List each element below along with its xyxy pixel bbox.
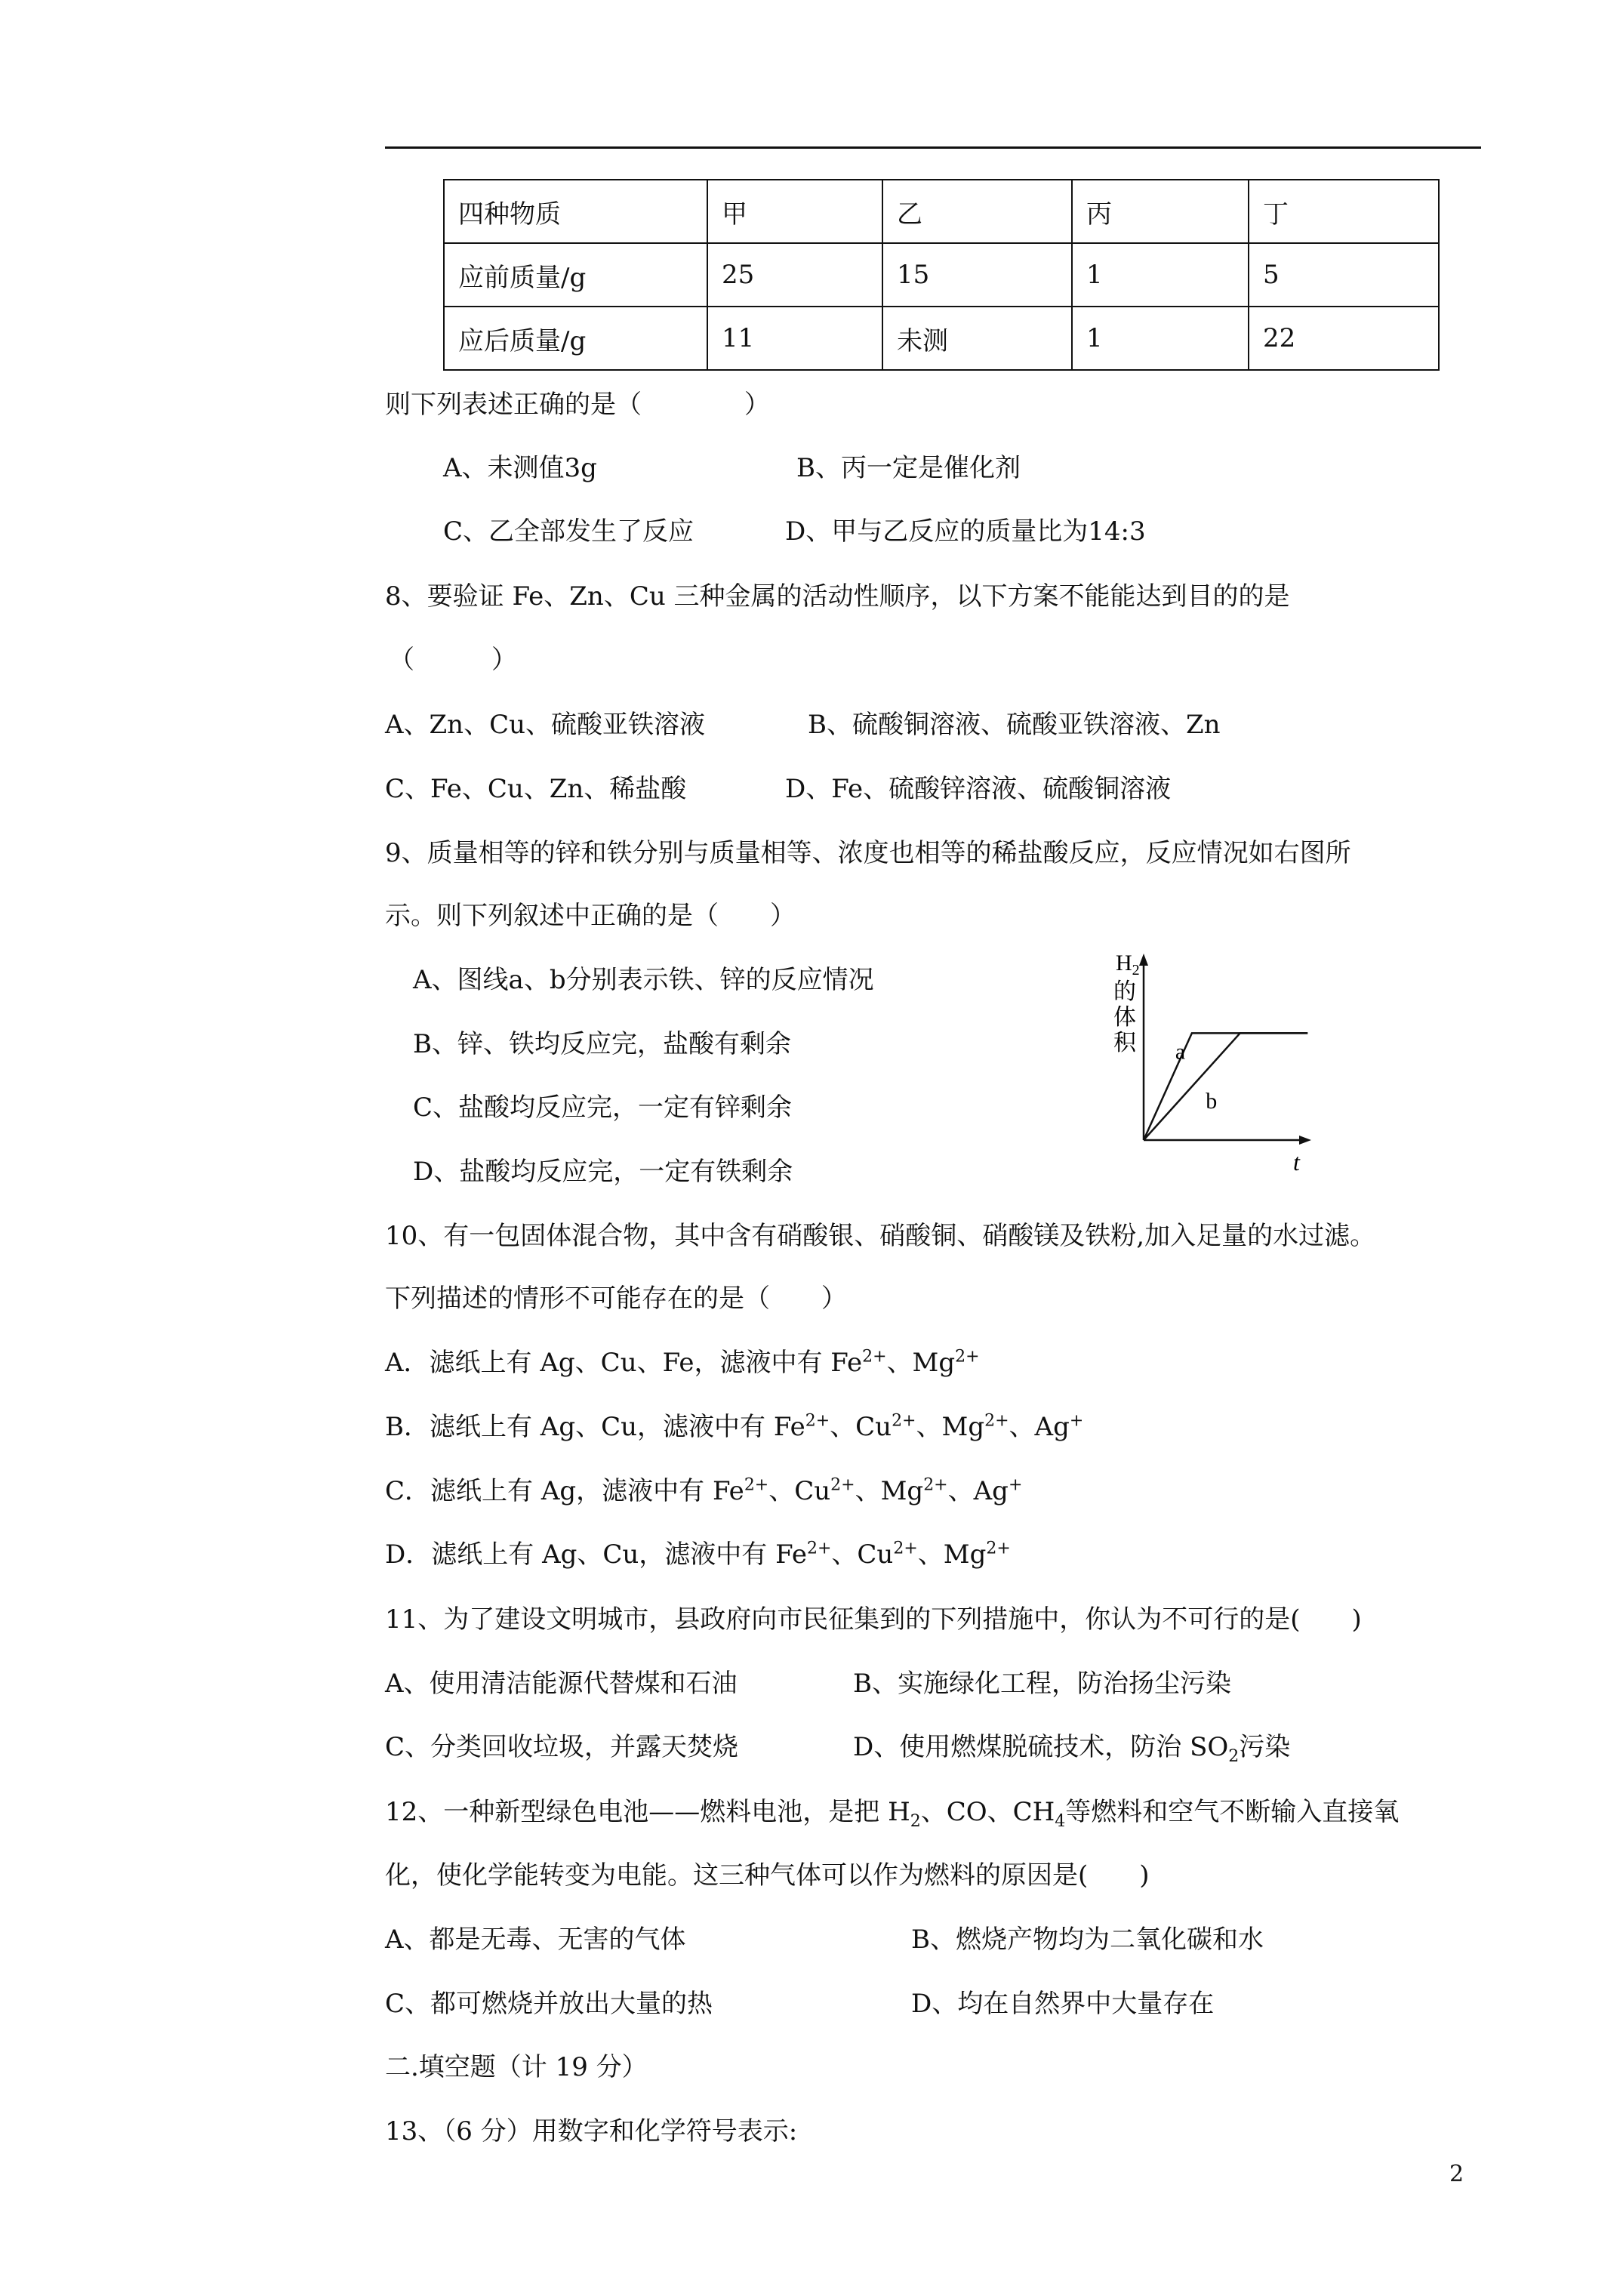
subscript: 4: [1055, 1811, 1066, 1831]
q8-option-a: A、Zn、Cu、硫酸亚铁溶液: [385, 710, 705, 740]
ion-charge: +: [1069, 1411, 1084, 1431]
ion-charge: 2+: [893, 1539, 918, 1558]
table-cell: 15: [882, 243, 1072, 307]
table-cell: 应后质量/g: [444, 307, 707, 370]
q10-stem: 10、有一包固体混合物，其中含有硝酸银、硝酸铜、硝酸镁及铁粉,加入足量的水过滤。: [385, 1221, 1376, 1251]
table-row: [444, 307, 1439, 370]
q11-option-d-text-end: 污染: [1239, 1732, 1291, 1762]
q12-stem-cont: 化，使化学能转变为电能。这三种气体可以作为燃料的原因是( ): [385, 1860, 1150, 1891]
q9-option-a: A、图线a、b分别表示铁、锌的反应情况: [413, 965, 874, 995]
x-axis-arrow: [1299, 1136, 1311, 1145]
q11-option-a: A、使用清洁能源代替煤和石油: [385, 1669, 738, 1699]
table-cell: 22: [1249, 307, 1439, 370]
ion-symbol: Fe: [830, 1348, 863, 1378]
ion-symbol: 、Ag: [1009, 1412, 1070, 1442]
q10-option-b-ions: [774, 1412, 1083, 1442]
table-cell: 5: [1249, 243, 1439, 307]
q9-stem-cont: 示。则下列叙述中正确的是（ ）: [385, 901, 796, 931]
q10-option-a-ions: [830, 1348, 979, 1378]
q10-option-d-text: D．滤纸上有 Ag、Cu，滤液中有: [385, 1539, 776, 1570]
page-number: 2: [1449, 2161, 1464, 2187]
table-row: [444, 243, 1439, 307]
q11-option-d-text: D、使用燃煤脱硫技术，防治 SO: [853, 1732, 1229, 1762]
q12-option-d: D、均在自然界中大量存在: [911, 1989, 1215, 2019]
table-cell: 乙: [882, 180, 1072, 243]
q10-option-b-text: B．滤纸上有 Ag、Cu，滤液中有: [385, 1412, 774, 1442]
subscript: 2: [910, 1811, 921, 1831]
q8-stem: 8、要验证 Fe、Zn、Cu 三种金属的活动性顺序，以下方案不能能达到目的的是: [385, 581, 1290, 612]
q12-stem-part: 、CO、CH: [920, 1797, 1055, 1827]
q13-stem: 13、（6 分）用数字和化学符号表示:: [385, 2116, 798, 2147]
ion-symbol: Fe: [773, 1412, 805, 1442]
q10-option-c: [385, 1476, 1022, 1506]
table-cell: 四种物质: [444, 180, 707, 243]
ion-charge: 2+: [806, 1539, 832, 1558]
y-axis-label-char: 积: [1113, 1031, 1136, 1056]
ion-charge: 2+: [892, 1411, 916, 1431]
y-axis-label-char: 的: [1113, 979, 1136, 1004]
q10-option-d-ions: [775, 1539, 1011, 1570]
table-cell: 丙: [1072, 180, 1249, 243]
q7-stem: 则下列表述正确的是（ ）: [385, 390, 770, 420]
q7-option-a: A、未测值3g: [443, 453, 597, 483]
ion-symbol: 、Cu: [830, 1412, 892, 1442]
q9-stem: 9、质量相等的锌和铁分别与质量相等、浓度也相等的稀盐酸反应，反应情况如右图所: [385, 838, 1351, 868]
q10-option-a-text: A．滤纸上有 Ag、Cu、Fe，滤液中有: [385, 1348, 831, 1378]
q12-option-b: B、燃烧产物均为二氧化碳和水: [911, 1925, 1264, 1955]
ion-charge: 2+: [744, 1475, 769, 1495]
x-axis-label: t: [1293, 1148, 1300, 1174]
ion-symbol: 、Cu: [768, 1476, 831, 1506]
mass-table: [443, 179, 1440, 371]
table-cell: 丁: [1249, 180, 1439, 243]
q10-option-c-text: C．滤纸上有 Ag，滤液中有: [385, 1476, 713, 1506]
q8-blank: （ ）: [389, 645, 517, 675]
q11-option-d: [853, 1732, 1291, 1766]
q10-stem-cont: 下列描述的情形不可能存在的是（ ）: [385, 1284, 847, 1314]
ion-charge: 2+: [805, 1411, 830, 1431]
q12-stem-part: 12、一种新型绿色电池——燃料电池，是把 H: [385, 1797, 910, 1827]
ion-symbol: 、Mg: [917, 1539, 987, 1570]
ion-charge: 2+: [830, 1475, 855, 1495]
y-axis-arrow: [1139, 954, 1148, 966]
q8-option-c: C、Fe、Cu、Zn、稀盐酸: [385, 774, 687, 804]
series-label-b: b: [1206, 1089, 1218, 1114]
section-heading: 二.填空题（计 19 分）: [385, 2052, 648, 2082]
table-cell: 1: [1072, 243, 1249, 307]
y-axis-label-formula: $H_2$: [1116, 951, 1140, 978]
table-cell: 11: [707, 307, 882, 370]
table-cell: 25: [707, 243, 882, 307]
q11-option-b: B、实施绿化工程，防治扬尘污染: [853, 1669, 1231, 1699]
ion-symbol: 、Mg: [886, 1348, 956, 1378]
q12-option-a: A、都是无毒、无害的气体: [385, 1925, 686, 1955]
q11-option-c: C、分类回收垃圾，并露天焚烧: [385, 1732, 739, 1762]
hydrogen-volume-chart: [1098, 948, 1325, 1174]
table-cell: 1: [1072, 307, 1249, 370]
q10-option-c-ions: [713, 1476, 1022, 1506]
q8-option-b: B、硫酸铜溶液、硫酸亚铁溶液、Zn: [808, 710, 1221, 740]
q9-option-c: C、盐酸均反应完，一定有锌剩余: [413, 1093, 793, 1123]
ion-symbol: 、Mg: [916, 1412, 985, 1442]
ion-symbol: 、Mg: [855, 1476, 924, 1506]
ion-charge: 2+: [955, 1347, 980, 1367]
q12-stem-part: 等燃料和空气不断输入直接氧: [1065, 1797, 1400, 1827]
q7-option-c: C、乙全部发生了反应: [443, 516, 694, 547]
table-row: [444, 180, 1439, 243]
header-rule: [385, 146, 1481, 149]
q12-stem: [385, 1797, 1400, 1831]
table-cell: 未测: [882, 307, 1072, 370]
ion-symbol: 、Ag: [947, 1476, 1009, 1506]
ion-charge: 2+: [984, 1411, 1009, 1431]
q10-option-b: [385, 1412, 1083, 1442]
q9-option-d: D、盐酸均反应完，一定有铁剩余: [413, 1157, 793, 1187]
q7-option-b: B、丙一定是催化剂: [796, 453, 1021, 483]
q11-stem: 11、为了建设文明城市，县政府向市民征集到的下列措施中，你认为不可行的是( ): [385, 1604, 1362, 1635]
y-axis-label-char: 体: [1113, 1005, 1136, 1030]
q10-option-a: [385, 1348, 980, 1378]
q8-option-d: D、Fe、硫酸锌溶液、硫酸铜溶液: [785, 774, 1172, 804]
ion-charge: 2+: [862, 1347, 887, 1367]
ion-charge: 2+: [986, 1539, 1011, 1558]
q12-option-c: C、都可燃烧并放出大量的热: [385, 1989, 713, 2019]
ion-symbol: 、Cu: [831, 1539, 894, 1570]
q7-option-d: D、甲与乙反应的质量比为14:3: [785, 516, 1146, 547]
ion-symbol: Fe: [712, 1476, 744, 1506]
ion-symbol: Fe: [775, 1539, 807, 1570]
q10-option-d: [385, 1539, 1011, 1570]
table-cell: 应前质量/g: [444, 243, 707, 307]
table-cell: 甲: [707, 180, 882, 243]
ion-charge: +: [1008, 1475, 1023, 1495]
subscript: 2: [1228, 1746, 1240, 1766]
series-label-a: a: [1175, 1039, 1186, 1065]
ion-charge: 2+: [923, 1475, 948, 1495]
q9-option-b: B、锌、铁均反应完，盐酸有剩余: [413, 1029, 791, 1059]
